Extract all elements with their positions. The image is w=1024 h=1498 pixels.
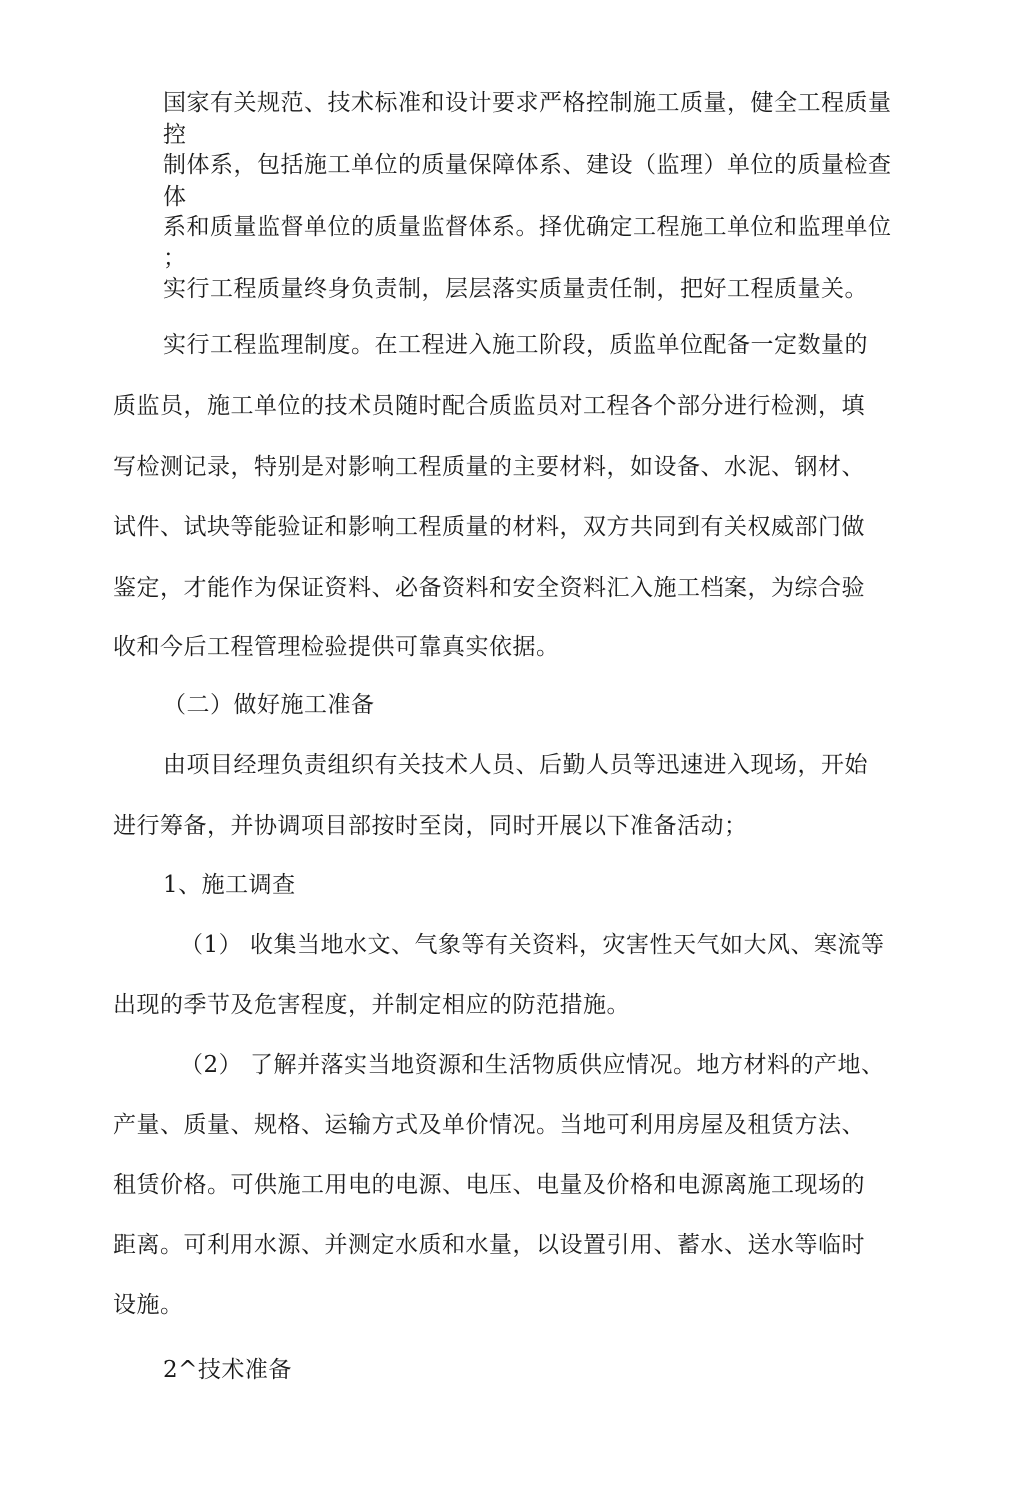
section-heading: （二）做好施工准备	[163, 692, 375, 718]
text-line: 体	[163, 184, 187, 210]
subsection-heading: 2^技术准备	[163, 1357, 292, 1383]
text-line: 系和质量监督单位的质量监督体系。择优确定工程施工单位和监理单位	[163, 214, 892, 240]
text-line: 实行工程监理制度。在工程进入施工阶段，质监单位配备一定数量的	[163, 332, 868, 358]
text-line: 控	[163, 122, 187, 148]
text-line: 设施。	[113, 1292, 184, 1318]
subsection-heading: 1、施工调查	[163, 872, 296, 898]
text-line: （2） 了解并落实当地资源和生活物质供应情况。地方材料的产地、	[180, 1052, 885, 1078]
text-line: 产量、质量、规格、运输方式及单价情况。当地可利用房屋及租赁方法、	[113, 1112, 865, 1138]
text-line: 鉴定，才能作为保证资料、必备资料和安全资料汇入施工档案，为综合验	[113, 575, 865, 601]
text-line: 收和今后工程管理检验提供可靠真实依据。	[113, 634, 560, 660]
text-line: 制体系，包括施工单位的质量保障体系、建设（监理）单位的质量检查	[163, 152, 892, 178]
text-line: 租赁价格。可供施工用电的电源、电压、电量及价格和电源离施工现场的	[113, 1172, 865, 1198]
text-line: 写检测记录，特别是对影响工程质量的主要材料，如设备、水泥、钢材、	[113, 454, 865, 480]
text-line: 由项目经理负责组织有关技术人员、后勤人员等迅速进入现场，开始	[163, 752, 868, 778]
text-line: （1） 收集当地水文、气象等有关资料，灾害性天气如大风、寒流等	[180, 932, 885, 958]
text-line: 国家有关规范、技术标准和设计要求严格控制施工质量，健全工程质量	[163, 90, 892, 116]
text-line: 试件、试块等能验证和影响工程质量的材料，双方共同到有关权威部门做	[113, 514, 865, 540]
text-line: 距离。可利用水源、并测定水质和水量，以设置引用、蓄水、送水等临时	[113, 1232, 865, 1258]
text-line: 质监员，施工单位的技术员随时配合质监员对工程各个部分进行检测，填	[113, 393, 865, 419]
text-line: 出现的季节及危害程度，并制定相应的防范措施。	[113, 992, 630, 1018]
text-line: 实行工程质量终身负责制，层层落实质量责任制，把好工程质量关。	[163, 276, 868, 302]
text-line: 进行筹备，并协调项目部按时至岗，同时开展以下准备活动；	[113, 813, 748, 839]
text-line: ；	[163, 245, 187, 271]
